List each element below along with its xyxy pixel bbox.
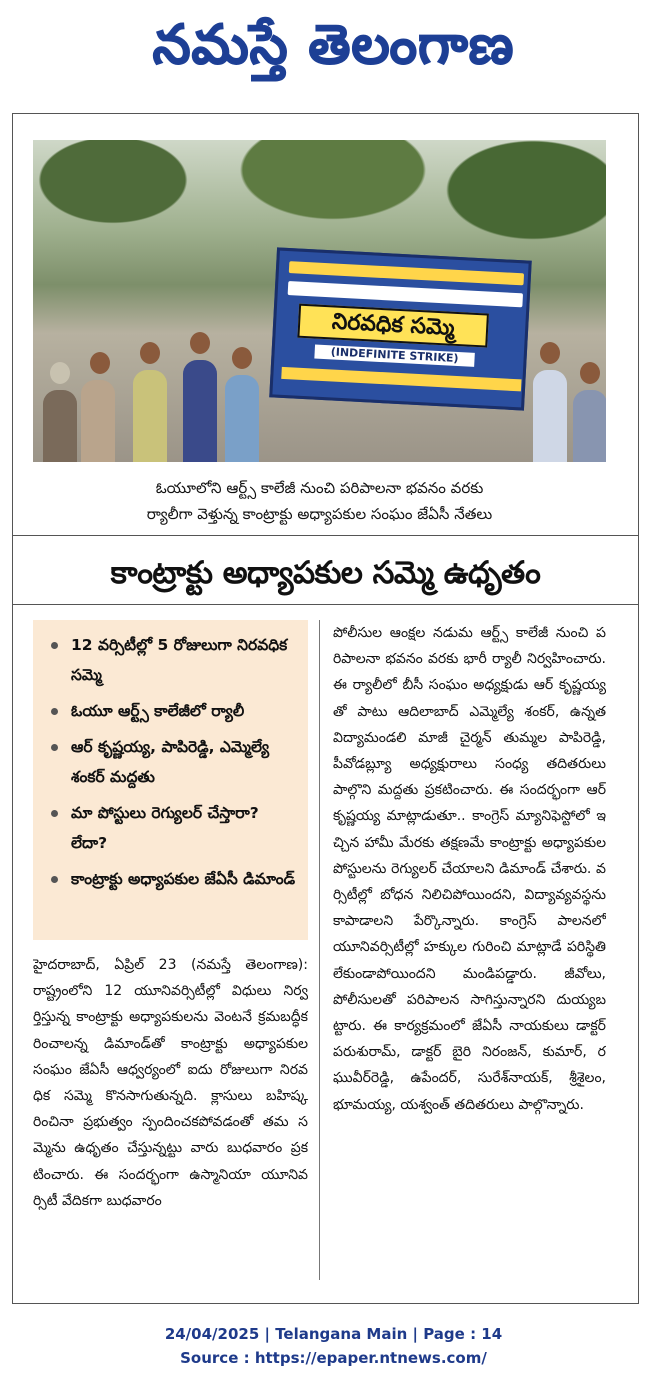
footer-date-page: 24/04/2025 | Telangana Main | Page : 14 xyxy=(164,1325,503,1343)
headline: కాంట్రాక్టు అధ్యాపకుల సమ్మె ఉధృతం xyxy=(110,555,541,591)
banner-main-panel xyxy=(297,304,489,348)
article-body-right: పోలీసుల ఆంక్షల నడుమ ఆర్ట్స్ కాలేజీ నుంచి పరిపాలనా భవనం వరకు భారీ ర్యాలీ నిర్వహించారు. ఈ ర్యాలీలో బీసీ సంఘం అధ్యక్షుడు ఆర్ కృష్ణయ్యతో పాటు ఆదిలాబాద్ ఎమ్మెల్యే శంకర్, ఉన్నత విద్యామండలి మాజీ చైర్మన్ తుమ్మల పాపిరెడ్డి, పీవోడబ్ల్యూ అధ్యక్షురాలు సంధ్య తదితరులు పాల్గొని మద్దతు ప్రకటించారు. ఈ సందర్భంగా ఆర్ కృష్ణయ్య మాట్లాడుతూ.. కాంగ్రెస్ మ్యానిఫెస్టోలో ఇచ్చిన హామీ మేరకు తక్షణమే కాంట్రాక్టు అధ్యాపకుల పోస్టులను రెగ్యులర్ చేయాలని డిమాండ్ చేశారు. వర్సిటీల్లో బోధన నిలిచిపోయిందని, విద్యావ్యవస్థను కాపాడాలని పేర్కొన్నారు. కాంగ్రెస్ పాలనలో యూనివర్సిటీల్లో హక్కుల గురించి మాట్లాడే పరిస్థితి లేకుండాపోయిందని మండిపడ్డారు. జీవోలు, పోలీసులతో పరిపాలన సాగిస్తున్నారని దుయ్యబట్టారు. ఈ కార్యక్రమంలో జేఏసీ నాయకులు డాక్టర్ పరుశురామ్, డాక్టర్ బైరి నిరంజన్, కుమార్, రఘువీర్‌రెడ్డి, ఉపేందర్, సురేశ్‌నాయక్, శ్రీశైలం, భూమయ్య, యశ్వంత్ తదితరులు పాల్గొన్నారు. xyxy=(333,625,606,1113)
footer-source[interactable]: Source : https://epaper.ntnews.com/ xyxy=(180,1349,487,1367)
footer xyxy=(0,1322,667,1370)
banner-stripe xyxy=(288,281,523,307)
banner-main-text: నిరవధిక సమ్మె xyxy=(331,309,456,341)
caption-line-2: ర్యాలీగా వెళ్తున్న కాంట్రాక్టు అధ్యాపకుల సంఘం జేఏసీ నేతలు xyxy=(146,505,493,523)
photo-head xyxy=(140,342,160,364)
protest-banner xyxy=(269,247,532,410)
bullet-icon xyxy=(51,876,58,883)
photo-head xyxy=(580,362,600,384)
photo-person xyxy=(81,380,115,462)
bullet-icon xyxy=(51,744,58,751)
article-body-left: హైదరాబాద్, ఏప్రిల్ 23 (నమస్తే తెలంగాణ): రాష్ట్రంలోని 12 యూనివర్సిటీల్లో విధులు నిర్వర్తిస్తున్న కాంట్రాక్టు అధ్యాపకులను వెంటనే క్రమబద్ధీకరించాలన్న డిమాండ్‌తో కాంట్రాక్టు అధ్యాపకుల సంఘం జేఏసీ ఆధ్వర్యంలో ఐదు రోజులుగా నిరవధిక సమ్మె కొనసాగుతున్నది. క్లాసులు బహిష్కరించినా ప్రభుత్వం స్పందించకపోవడంతో తమ సమ్మెను ఉధృతం చేస్తున్నట్టు వారు బుధవారం ప్రకటించారు. ఈ సందర్భంగా ఉస్మానియా యూనివర్సిటీ వేదికగా బుధవారం xyxy=(33,957,308,1209)
masthead xyxy=(0,6,667,84)
highlight-item xyxy=(51,864,298,894)
photo-head xyxy=(90,352,110,374)
photo-person xyxy=(225,375,259,462)
banner-english-text: (INDEFINITE STRIKE) xyxy=(314,345,475,367)
photo-caption xyxy=(33,475,606,527)
highlight-text: ఆర్ కృష్ణయ్య, పాపిరెడ్డి, ఎమ్మెల్యే శంకర్ మద్దతు xyxy=(71,738,270,786)
photo-head xyxy=(232,347,252,369)
highlight-item xyxy=(51,732,298,792)
bullet-icon xyxy=(51,708,58,715)
highlight-item xyxy=(51,696,298,726)
highlights-box xyxy=(33,620,308,940)
photo-person xyxy=(533,370,567,462)
highlight-text: కాంట్రాక్టు అధ్యాపకుల జేఏసీ డిమాండ్ xyxy=(71,870,296,888)
photo-person xyxy=(183,360,217,462)
photo-person xyxy=(43,390,77,462)
highlight-text: మా పోస్టులు రెగ్యులర్ చేస్తారా? లేదా? xyxy=(71,804,259,852)
frame-right-border xyxy=(638,113,639,1303)
photo-head xyxy=(540,342,560,364)
photo-person xyxy=(573,390,606,462)
bottom-divider xyxy=(12,1303,639,1304)
caption-divider xyxy=(12,535,639,536)
frame-left-border xyxy=(12,113,13,1303)
bullet-icon xyxy=(51,642,58,649)
frame-top-border xyxy=(12,113,639,114)
caption-line-1: ఓయూలోని ఆర్ట్స్ కాలేజీ నుంచి పరిపాలనా భవనం వరకు xyxy=(155,479,484,497)
headline-divider xyxy=(12,604,639,605)
banner-stripe xyxy=(281,367,521,392)
column-divider xyxy=(319,620,320,1280)
photo-person xyxy=(133,370,167,462)
photo-head xyxy=(190,332,210,354)
banner-stripe xyxy=(289,261,524,285)
highlight-text: ఓయూ ఆర్ట్స్ కాలేజీలో ర్యాలీ xyxy=(71,702,245,720)
masthead-title: నమస్తే తెలంగాణ xyxy=(152,13,515,76)
photo-head xyxy=(50,362,70,384)
news-photo xyxy=(33,140,606,462)
highlight-text: 12 వర్సిటీల్లో 5 రోజులుగా నిరవధిక సమ్మె xyxy=(71,636,288,684)
highlight-item xyxy=(51,630,298,690)
highlight-item xyxy=(51,798,298,858)
bullet-icon xyxy=(51,810,58,817)
